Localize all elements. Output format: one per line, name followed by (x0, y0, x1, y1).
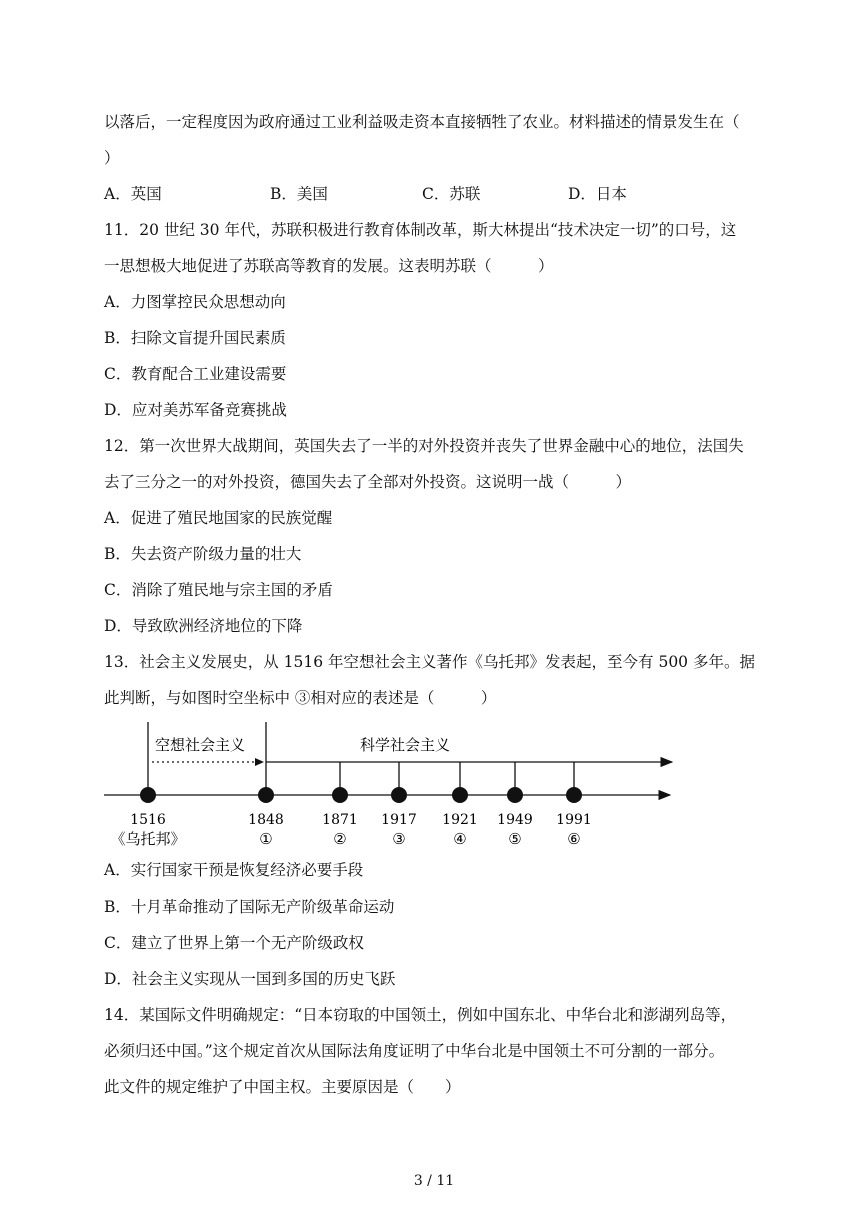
q12-option-b[interactable]: B．失去资产阶级力量的壮大 (104, 545, 302, 563)
socialism-timeline-diagram (0, 712, 868, 862)
timeline-label-1921: ④ (453, 830, 467, 848)
q13-stem-line-1: 13．社会主义发展史，从 1516 年空想社会主义著作《乌托邦》发表起，至今有 500 多年。据 (104, 653, 755, 671)
timeline-year-1991: 1991 (556, 812, 592, 828)
q10-option-a[interactable]: A．英国 (104, 185, 162, 203)
q11-option-b[interactable]: B．扫除文盲提升国民素质 (104, 329, 286, 347)
q14-stem-line-1: 14．某国际文件明确规定：“日本窃取的中国领土，例如中国东北、中华台北和澎湖列岛等， (104, 1006, 737, 1024)
utopian-socialism-label: 空想社会主义 (155, 736, 246, 754)
q10-option-d[interactable]: D．日本 (568, 185, 627, 203)
timeline-label-1516: 《乌托邦》 (110, 830, 186, 848)
timeline-dot-1921 (452, 787, 468, 803)
q14-stem-line-3: 此文件的规定维护了中国主权。主要原因是（ ） (104, 1078, 461, 1096)
q12-option-a[interactable]: A．促进了殖民地国家的民族觉醒 (104, 509, 333, 527)
timeline-label-1949: ⑤ (508, 830, 522, 848)
timeline-year-1949: 1949 (497, 812, 533, 828)
q10-options (104, 184, 824, 204)
timeline-points (110, 762, 591, 848)
q13-option-c[interactable]: C．建立了世界上第一个无产阶级政权 (104, 934, 364, 952)
q11-option-c[interactable]: C．教育配合工业建设需要 (104, 365, 287, 383)
q10-option-c[interactable]: C．苏联 (422, 185, 481, 203)
timeline-year-1921: 1921 (442, 812, 478, 828)
timeline-dot-1917 (391, 787, 407, 803)
timeline-year-1516: 1516 (130, 812, 166, 828)
page-number: 3 / 11 (413, 1173, 455, 1189)
q11-option-d[interactable]: D．应对美苏军备竞赛挑战 (104, 401, 287, 419)
q10-stem-line-1: 以落后，一定程度因为政府通过工业利益吸走资本直接牺牲了农业。材料描述的情景发生在（ (104, 113, 740, 131)
q12-stem-line-1: 12．第一次世界大战期间，英国失去了一半的对外投资并丧失了世界金融中心的地位，法国失 (104, 437, 744, 455)
timeline-label-1848: ① (259, 830, 273, 848)
timeline-label-1871: ② (333, 830, 347, 848)
timeline-dot-1949 (507, 787, 523, 803)
q11-stem-line-1: 11．20 世纪 30 年代，苏联积极进行教育体制改革，斯大林提出“技术决定一切”的口号，这 (104, 221, 737, 239)
q13-option-d[interactable]: D．社会主义实现从一国到多国的历史飞跃 (104, 970, 396, 988)
q12-option-c[interactable]: C．消除了殖民地与宗主国的矛盾 (104, 581, 333, 599)
q13-option-b[interactable]: B．十月革命推动了国际无产阶级革命运动 (104, 898, 395, 916)
timeline-dot-1871 (332, 787, 348, 803)
timeline-label-1917: ③ (392, 830, 406, 848)
timeline-year-1917: 1917 (381, 812, 417, 828)
q12-stem-line-2: 去了三分之一的对外投资，德国失去了全部对外投资。这说明一战（ ） (104, 473, 632, 491)
timeline-dot-1848 (258, 787, 274, 803)
timeline-year-1848: 1848 (248, 812, 284, 828)
q14-stem-line-2: 必须归还中国。”这个规定首次从国际法角度证明了中华台北是中国领土不可分割的一部分。 (104, 1042, 725, 1060)
q10-stem-line-2: ） (104, 149, 120, 167)
timeline-dot-1991 (566, 787, 582, 803)
q11-option-a[interactable]: A．力图掌控民众思想动向 (104, 293, 286, 311)
q11-stem-line-2: 一思想极大地促进了苏联高等教育的发展。这表明苏联（ ） (104, 257, 554, 275)
scientific-socialism-label: 科学社会主义 (360, 736, 451, 754)
q13-option-a[interactable]: A．实行国家干预是恢复经济必要手段 (104, 861, 364, 879)
timeline-label-1991: ⑥ (567, 830, 581, 848)
timeline-year-1871: 1871 (322, 812, 358, 828)
utopian-arrowhead (255, 758, 264, 766)
q12-option-d[interactable]: D．导致欧洲经济地位的下降 (104, 617, 303, 635)
timeline-dot-1516 (140, 787, 156, 803)
q13-stem-line-2: 此判断，与如图时空坐标中 ③相对应的表述是（ ） (104, 689, 497, 707)
q10-option-b[interactable]: B．美国 (270, 185, 328, 203)
